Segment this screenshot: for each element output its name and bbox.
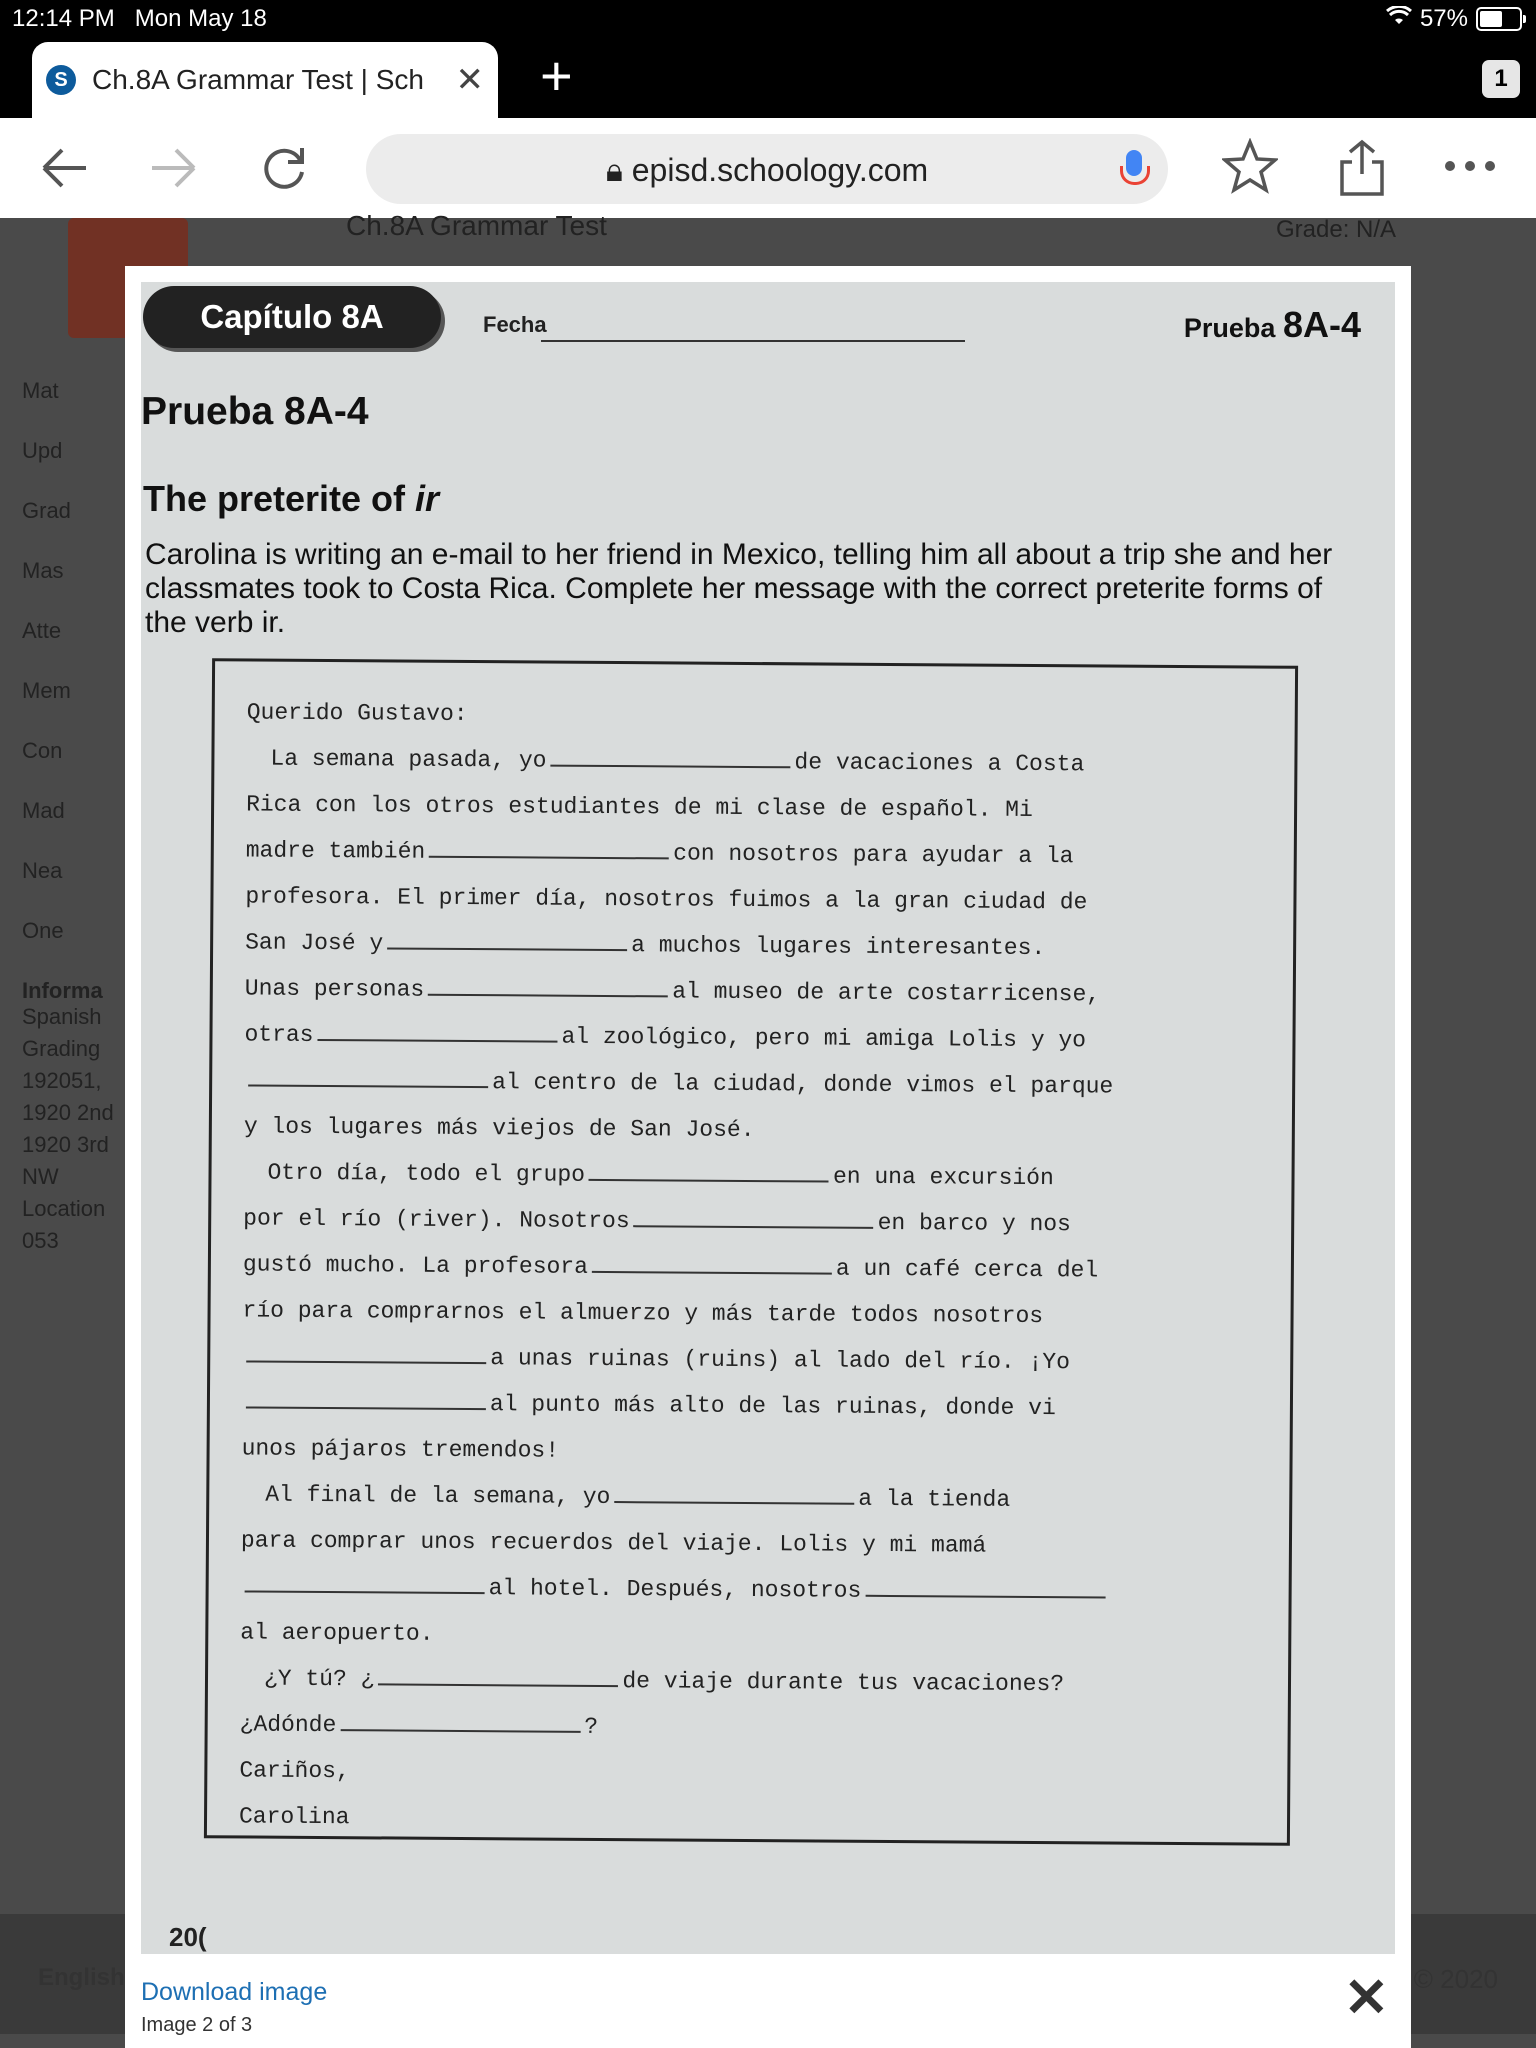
letter-line <box>245 919 1285 972</box>
letter-segment: al punto más alto de las ruinas, donde vi <box>489 1391 1056 1422</box>
letter-segment: Al final de la semana, yo <box>265 1481 611 1511</box>
sidebar-item[interactable]: Grad <box>22 498 71 523</box>
letter-segment: para comprar unos recuerdos del viaje. Lolis y mi mamá <box>240 1527 987 1559</box>
letter-line <box>243 1149 1283 1202</box>
answer-blank <box>429 838 669 860</box>
letter-segment: ¿Y tú? ¿ <box>263 1665 375 1693</box>
info-line: 053 <box>22 1228 59 1253</box>
sidebar-item[interactable]: Nea <box>22 858 63 883</box>
worksheet-subtitle: The preterite of ir <box>143 478 440 519</box>
letter-segment: ? <box>584 1713 599 1740</box>
letter-line <box>241 1425 1281 1478</box>
letter-segment: a un café cerca del <box>835 1255 1099 1284</box>
answer-blank <box>387 929 627 951</box>
sidebar-item[interactable]: Atte <box>22 618 62 643</box>
answer-blank <box>248 1066 488 1088</box>
back-arrow-icon[interactable] <box>36 140 92 206</box>
letter-segment: gustó mucho. La profesora <box>242 1251 589 1280</box>
letter-line <box>240 1563 1280 1616</box>
letter-line <box>246 781 1286 834</box>
chapter-badge: Capítulo 8A <box>143 286 441 348</box>
answer-blank <box>634 1207 874 1229</box>
wifi-icon <box>1386 5 1412 33</box>
bookmark-star-icon[interactable] <box>1222 138 1278 207</box>
answer-blank <box>317 1021 557 1043</box>
letter-segment: Rica con los otros estudiantes de mi clase de español. Mi <box>246 791 1033 823</box>
letter-line <box>239 1747 1279 1800</box>
letter-line <box>245 965 1285 1018</box>
share-icon[interactable] <box>1334 138 1390 211</box>
reload-icon[interactable] <box>256 140 312 206</box>
letter-segment: a unas ruinas (ruins) al lado del río. ¡Yo <box>490 1345 1071 1376</box>
footer-language[interactable]: English <box>38 1964 125 1991</box>
answer-blank <box>592 1253 832 1275</box>
letter-segment: a la tienda <box>858 1485 1011 1513</box>
answer-blank <box>865 1577 1105 1599</box>
answer-blank <box>246 1388 486 1410</box>
sidebar-item[interactable]: Mem <box>22 678 71 703</box>
sidebar-item[interactable]: Upd <box>22 438 63 463</box>
background-page-title: Ch.8A Grammar Test <box>346 210 607 241</box>
letter-line <box>244 1103 1284 1156</box>
fecha-label: Fecha <box>483 312 547 337</box>
info-heading: Informa <box>22 978 103 1003</box>
tab-strip <box>0 38 1536 118</box>
letter-line <box>242 1287 1282 1340</box>
letter-line <box>239 1793 1279 1846</box>
letter-line <box>245 873 1285 926</box>
letter-box <box>204 658 1298 1846</box>
url-text: 🔒︎ episd.schoology.com <box>605 152 929 188</box>
letter-segment: madre también <box>245 837 426 865</box>
answer-blank <box>550 747 790 769</box>
letter-segment: Unas personas <box>244 975 425 1003</box>
info-line: Location <box>22 1196 106 1221</box>
sidebar-item[interactable]: Mad <box>22 798 65 823</box>
letter-line <box>246 827 1286 880</box>
sidebar-item[interactable]: Mat <box>22 378 59 403</box>
letter-segment: San José y <box>245 929 384 957</box>
info-line: 1920 3rd <box>22 1132 109 1157</box>
letter-segment: de vacaciones a Costa <box>794 749 1085 778</box>
sidebar-item[interactable]: Con <box>22 738 63 763</box>
info-line: Grading <box>22 1036 101 1061</box>
letter-line <box>242 1379 1282 1432</box>
address-bar[interactable] <box>366 134 1168 204</box>
tab-count-button[interactable]: 1 <box>1482 60 1520 98</box>
background-sidebar <box>22 378 122 1260</box>
letter-segment: profesora. El primer día, nosotros fuimos a la gran ciudad de <box>245 883 1088 916</box>
letter-segment: Cariños, <box>239 1757 350 1785</box>
letter-line <box>241 1471 1281 1524</box>
letter-segment: a muchos lugares interesantes. <box>631 932 1046 962</box>
letter-line <box>246 735 1286 788</box>
letter-segment: al hotel. Después, nosotros <box>488 1575 862 1604</box>
letter-line <box>243 1241 1283 1294</box>
letter-greeting: Querido Gustavo: <box>246 699 468 728</box>
letter-segment: al centro de la ciudad, donde vimos el parque <box>492 1069 1114 1100</box>
letter-segment: Carolina <box>238 1803 350 1831</box>
letter-line <box>240 1701 1280 1754</box>
page-number: 20( <box>169 1922 207 1952</box>
more-menu-icon[interactable] <box>1442 138 1498 207</box>
letter-line <box>242 1333 1282 1386</box>
letter-segment: por el río (river). Nosotros <box>243 1205 630 1235</box>
image-count: Image 2 of 3 <box>141 2014 253 2036</box>
status-bar <box>0 0 1536 38</box>
letter-segment: Otro día, todo el grupo <box>267 1159 586 1188</box>
worksheet-photo <box>141 282 1395 1954</box>
letter-segment: al zoológico, pero mi amiga Lolis y yo <box>561 1023 1087 1054</box>
battery-icon <box>1476 7 1522 31</box>
letter-line <box>244 1011 1284 1064</box>
letter-segment: río para comprarnos el almuerzo y más tarde todos nosotros <box>242 1297 1044 1330</box>
new-tab-icon[interactable]: + <box>540 44 573 107</box>
letter-segment: y los lugares más viejos de San José. <box>243 1113 755 1144</box>
letter-segment: La semana pasada, yo <box>270 745 547 774</box>
answer-blank <box>378 1665 618 1687</box>
worksheet-title: Prueba 8A-4 <box>141 390 369 433</box>
tab-active[interactable] <box>32 42 498 118</box>
status-right <box>1386 5 1522 33</box>
forward-arrow-icon[interactable] <box>146 140 202 206</box>
info-line: NW <box>22 1164 59 1189</box>
close-lightbox-icon[interactable]: ✕ <box>1343 1968 1389 2028</box>
status-time: 12:14 PM Mon May 18 <box>12 5 267 32</box>
tab-close-icon[interactable]: ✕ <box>455 61 484 99</box>
letter-segment: en una excursión <box>832 1163 1054 1192</box>
lock-icon: 🔒︎ <box>605 152 623 188</box>
letter-text <box>239 689 1287 1846</box>
letter-segment: otras <box>244 1021 314 1048</box>
answer-blank <box>614 1483 854 1505</box>
info-line: Spanish <box>22 1004 102 1029</box>
schoology-favicon-icon: S <box>46 65 76 95</box>
answer-blank <box>340 1711 580 1733</box>
letter-segment: al museo de arte costarricense, <box>672 978 1101 1008</box>
browser-toolbar <box>0 118 1536 218</box>
answer-blank <box>428 976 668 998</box>
letter-line <box>240 1609 1280 1662</box>
answer-blank <box>246 1342 486 1364</box>
image-lightbox <box>125 266 1411 2048</box>
letter-segment: de viaje durante tus vacaciones? <box>622 1668 1065 1698</box>
letter-line <box>240 1655 1280 1708</box>
answer-blank <box>589 1161 829 1183</box>
letter-segment: unos pájaros tremendos! <box>241 1435 560 1464</box>
background-grade: Grade: N/A <box>1276 216 1397 243</box>
letter-line <box>244 1057 1284 1110</box>
microphone-icon[interactable] <box>1126 150 1142 176</box>
sidebar-item[interactable]: Mas <box>22 558 64 583</box>
worksheet-instructions: Carolina is writing an e-mail to her friend in Mexico, telling him all about a trip she and her classmates took to Costa Rica. Complete her message with the correct preterite forms of the verb ir. <box>145 538 1333 639</box>
info-line: 1920 2nd <box>22 1100 114 1125</box>
letter-line <box>243 1195 1283 1248</box>
footer-copyright: © 2020 <box>1413 1964 1498 1994</box>
letter-line <box>241 1517 1281 1570</box>
fecha-line <box>541 340 965 342</box>
letter-segment: con nosotros para ayudar a la <box>673 840 1074 870</box>
answer-blank <box>245 1572 485 1594</box>
header-prueba: Prueba 8A-4 <box>1183 304 1361 345</box>
sidebar-item[interactable]: One <box>22 918 64 943</box>
letter-segment: ¿Adónde <box>239 1711 337 1739</box>
info-line: 192051, <box>22 1068 102 1093</box>
download-image-link[interactable]: Download image <box>141 1978 328 2006</box>
tab-title: Ch.8A Grammar Test | Sch <box>92 64 424 95</box>
battery-percent: 57% <box>1419 5 1468 32</box>
letter-segment: al aeropuerto. <box>240 1619 434 1647</box>
letter-segment: en barco y nos <box>877 1209 1071 1238</box>
